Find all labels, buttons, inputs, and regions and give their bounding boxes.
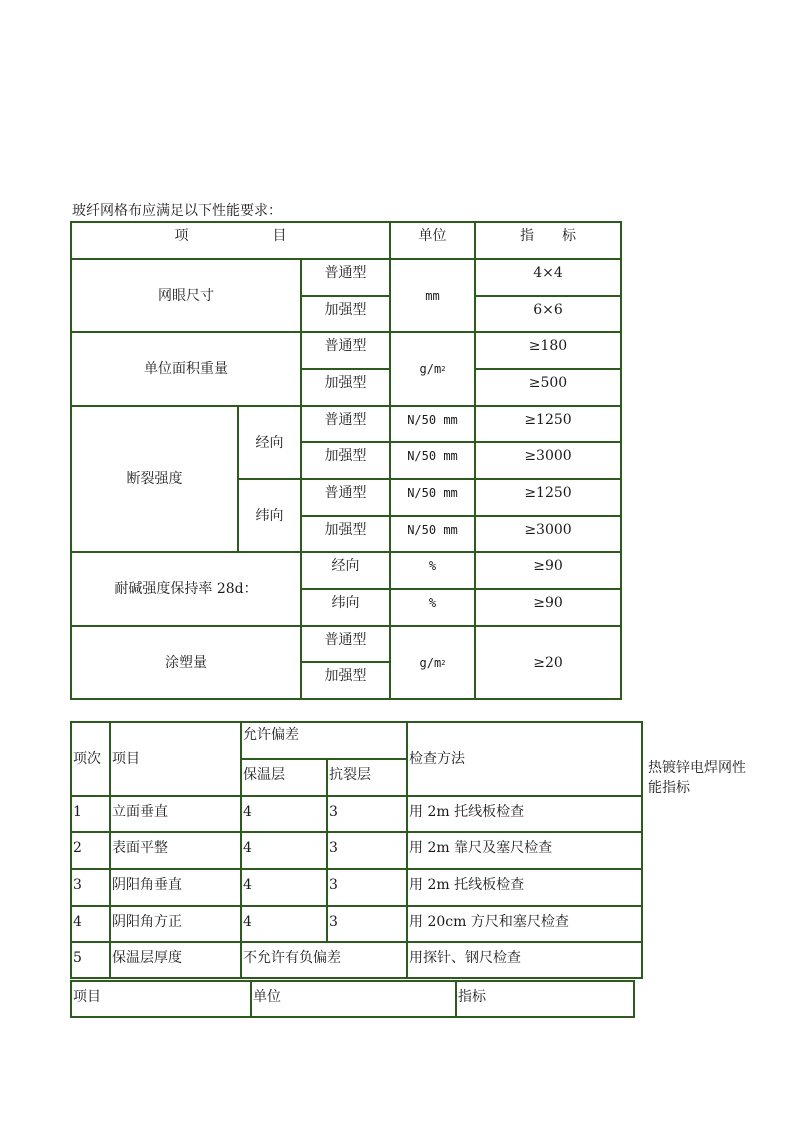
- header-tolerance: 允许偏差: [240, 721, 408, 760]
- header-unit: 单位: [389, 221, 476, 260]
- alkali-unit1: %: [389, 551, 476, 590]
- row1-crack: 3: [326, 795, 408, 833]
- strength-label: 断裂强度: [70, 405, 239, 553]
- warp-type2: 加强型: [300, 441, 391, 480]
- coating-label: 涂塑量: [70, 625, 302, 700]
- row1-no: 1: [70, 795, 111, 833]
- weight-v1: ≥180: [474, 331, 622, 370]
- weft-type2: 加强型: [300, 515, 391, 553]
- header-method: 检查方法: [406, 721, 643, 797]
- t3-header-item: 项目: [70, 980, 252, 1018]
- weight-label: 单位面积重量: [70, 331, 302, 407]
- row3-item: 阴阳角垂直: [109, 868, 242, 907]
- mesh-label: 网眼尺寸: [70, 258, 302, 333]
- row5-method: 用探针、钢尺检查: [406, 941, 643, 979]
- strength-weft-label: 纬向: [237, 478, 302, 553]
- row1-insulation: 4: [240, 795, 328, 833]
- weft-unit1: N/50 mm: [389, 478, 476, 517]
- header-no: 项次: [70, 721, 111, 797]
- row2-insulation: 4: [240, 831, 328, 870]
- weight-type1: 普通型: [300, 331, 391, 370]
- weft-type1: 普通型: [300, 478, 391, 517]
- row4-crack: 3: [326, 905, 408, 943]
- warp-unit2: N/50 mm: [389, 441, 476, 480]
- row2-crack: 3: [326, 831, 408, 870]
- t3-header-index: 指标: [455, 980, 635, 1018]
- row5-no: 5: [70, 941, 111, 979]
- header-item: 项目: [109, 721, 242, 797]
- row3-method: 用 2m 托线板检查: [406, 868, 643, 907]
- mesh-unit: mm: [389, 258, 476, 333]
- strength-warp-label: 经向: [237, 405, 302, 480]
- header-crack: 抗裂层: [326, 758, 408, 797]
- row3-crack: 3: [326, 868, 408, 907]
- coating-type2: 加强型: [300, 661, 391, 700]
- weft-unit2: N/50 mm: [389, 515, 476, 553]
- row2-method: 用 2m 靠尺及塞尺检查: [406, 831, 643, 870]
- row5-item: 保温层厚度: [109, 941, 242, 979]
- row4-item: 阴阳角方正: [109, 905, 242, 943]
- weight-type2: 加强型: [300, 368, 391, 407]
- alkali-v2: ≥90: [474, 588, 622, 627]
- row2-item: 表面平整: [109, 831, 242, 870]
- alkali-v1: ≥90: [474, 551, 622, 590]
- coating-type1: 普通型: [300, 625, 391, 663]
- header-item: 项 目: [70, 221, 391, 260]
- alkali-dir2: 纬向: [300, 588, 391, 627]
- weight-v2: ≥500: [474, 368, 622, 407]
- row3-insulation: 4: [240, 868, 328, 907]
- row3-no: 3: [70, 868, 111, 907]
- side-note: 热镀锌电焊网性能指标: [648, 760, 746, 796]
- weft-v2: ≥3000: [474, 515, 622, 553]
- row5-tolerance: 不允许有负偏差: [240, 941, 408, 979]
- warp-unit1: N/50 mm: [389, 405, 476, 443]
- caption: 玻纤网格布应满足以下性能要求：: [72, 203, 282, 219]
- weight-unit: g/m 2: [389, 331, 476, 407]
- coating-v: ≥20: [474, 625, 622, 700]
- row4-insulation: 4: [240, 905, 328, 943]
- warp-v2: ≥3000: [474, 441, 622, 480]
- alkali-label: 耐碱强度保持率 28d：: [70, 551, 302, 627]
- row1-method: 用 2m 托线板检查: [406, 795, 643, 833]
- row4-method: 用 20cm 方尺和塞尺检查: [406, 905, 643, 943]
- row4-no: 4: [70, 905, 111, 943]
- t3-header-unit: 单位: [250, 980, 457, 1018]
- mesh-type2: 加强型: [300, 295, 391, 333]
- coating-unit: g/m 2: [389, 625, 476, 700]
- mesh-v1: 4×4: [474, 258, 622, 297]
- mesh-v2: 6×6: [474, 295, 622, 333]
- weft-v1: ≥1250: [474, 478, 622, 517]
- row2-no: 2: [70, 831, 111, 870]
- alkali-unit2: %: [389, 588, 476, 627]
- mesh-type1: 普通型: [300, 258, 391, 297]
- alkali-dir1: 经向: [300, 551, 391, 590]
- row1-item: 立面垂直: [109, 795, 242, 833]
- header-insulation: 保温层: [240, 758, 328, 797]
- warp-v1: ≥1250: [474, 405, 622, 443]
- warp-type1: 普通型: [300, 405, 391, 443]
- header-index: 指 标: [474, 221, 622, 260]
